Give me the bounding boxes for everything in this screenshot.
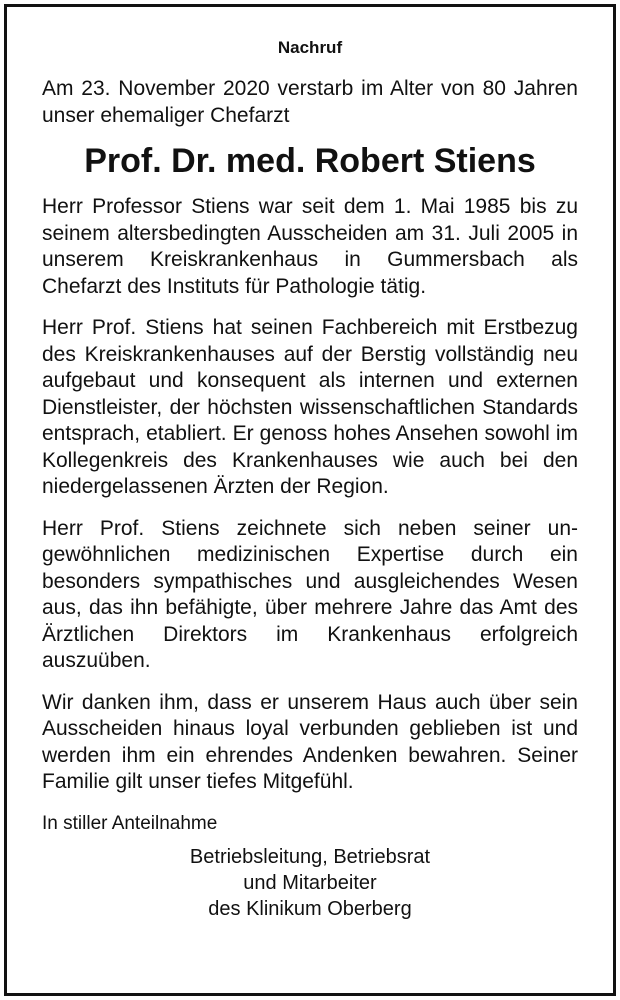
obituary-notice xyxy=(42,37,578,922)
paragraph-department: Herr Prof. Stiens hat seinen Fachbereich mit Erstbezug des Kreiskrankenhauses auf der Berstig vollständig neu aufgebaut und konsequent als internen und externen Dienstleister, der höchsten wissenschaftlichen Standards entsprach, etabliert. Er genoss hohes Ansehen sowohl im Kollegenkreis des Krankenhauses wie auch bei den niedergelassenen Ärzten der Region. xyxy=(42,316,578,498)
notice-heading: Nachruf xyxy=(277,38,343,57)
signature-line: und Mitarbeiter xyxy=(243,871,377,894)
signature-block xyxy=(42,844,578,922)
intro-text: Am 23. November 2020 verstarb im Alter von 80 Jahren unser ehemaliger Chefarzt xyxy=(42,77,578,127)
signature-line: Betriebsleitung, Betriebsrat xyxy=(189,845,431,868)
paragraph-career: Herr Professor Stiens war seit dem 1. Mai 1985 bis zu seinem altersbedingten Ausscheiden am 31. Juli 2005 in unserem Kreiskrankenhaus in Gummersbach als Chefarzt des Instituts für Pathologie tätig. xyxy=(42,195,578,298)
paragraph-thanks: Wir danken ihm, dass er unserem Haus auch über sein Ausscheiden hinaus loyal verbunden geblieben ist und werden ihm ein ehrendes Andenken bewahren. Seiner Familie gilt unser tiefes Mitgefühl. xyxy=(42,690,578,793)
signature-line: des Klinikum Oberberg xyxy=(208,897,412,920)
closing-text: In stiller Anteilnahme xyxy=(42,812,218,834)
paragraph-character: Herr Prof. Stiens zeichnete sich neben seiner ungewöhnlichen medizinischen Expertise durch ein besonders sympathisches und ausgleichendes Wesen aus, das ihn befähigte, über mehrere Jahre das Amt des Ärztlichen Direktors im Krankenhaus erfolgreich auszuüben. xyxy=(42,516,578,672)
deceased-name: Prof. Dr. med. Robert Stiens xyxy=(84,142,536,180)
